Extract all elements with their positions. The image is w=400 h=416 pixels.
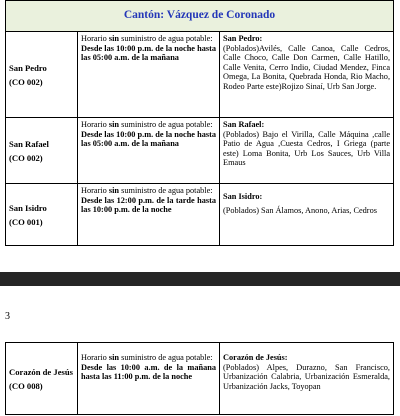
schedule-table-continued xyxy=(5,342,394,415)
schedule-label xyxy=(81,353,216,363)
place-code: (CO 001) xyxy=(9,216,43,227)
schedule-suffix: suministro de agua potable: xyxy=(119,186,213,195)
place-name: Corazón de Jesús xyxy=(9,366,73,377)
place-cell xyxy=(6,118,78,184)
table-row xyxy=(6,343,394,415)
canton-title: Cantón: Vázquez de Coronado xyxy=(6,1,394,32)
canton-header-row xyxy=(6,1,394,32)
schedule-sin: sin xyxy=(108,353,120,362)
area-cell xyxy=(220,32,394,118)
schedule-prefix: Horario xyxy=(81,120,109,129)
place-name: San Rafael xyxy=(9,138,49,149)
schedule-time: Desde las 10:00 p.m. de la noche hasta las 05:00 a.m. de la mañana xyxy=(81,129,216,149)
schedule-label xyxy=(81,186,216,196)
area-cell xyxy=(220,343,394,415)
schedule-sin: sin xyxy=(108,120,120,129)
place-name: San Pedro xyxy=(9,62,47,73)
schedule-cell xyxy=(78,184,220,246)
schedule-suffix: suministro de agua potable: xyxy=(119,353,213,362)
area-text: (Poblados)Avilés, Calle Canoa, Calle Cedros, Calle Choco, Calle Don Carmen, Calle Hatillo, Calle Venita, Cerro Indio, Ciudad Mendez, Finca Omega, La Bonita, Quebrada Honda, Rio Macho, Rodeo Parte este)Rojizo Sinaí, Urb San Jorge. xyxy=(223,43,391,91)
area-text: (Poblados) San Álamos, Anono, Arias, Cedros xyxy=(223,205,377,215)
schedule-time: Desde las 10:00 a.m. de la mañana hasta las 11:00 p.m. de la noche xyxy=(81,362,216,382)
place-code: (CO 002) xyxy=(9,152,43,163)
document-page-bottom xyxy=(0,286,400,416)
schedule-time: Desde las 12:00 p.m. de la tarde hasta las 10:00 p.m. de la noche xyxy=(81,195,216,215)
schedule-cell xyxy=(78,32,220,118)
schedule-prefix: Horario xyxy=(81,186,109,195)
place-code: (CO 008) xyxy=(9,380,43,391)
table-row xyxy=(6,184,394,246)
schedule-table xyxy=(5,0,394,246)
table-row xyxy=(6,32,394,118)
schedule-cell xyxy=(78,343,220,415)
schedule-cell xyxy=(78,118,220,184)
area-title: San Isidro: xyxy=(223,192,263,201)
area-cell xyxy=(220,118,394,184)
table-row xyxy=(6,118,394,184)
schedule-suffix: suministro de agua potable: xyxy=(119,120,213,129)
schedule-sin: sin xyxy=(108,34,120,43)
area-title: San Pedro: xyxy=(223,34,263,43)
page-number: 3 xyxy=(5,311,10,322)
schedule-prefix: Horario xyxy=(81,34,109,43)
area-text: (Poblados) Bajo el Virilla, Calle Máquina ,calle Patio de Agua ,Cuesta Cedros, I Griega (parte este) Loma Bonita, Urb Los Sauces, Urb Villa Emaus xyxy=(223,129,391,168)
area-title: San Rafael: xyxy=(223,120,265,129)
place-cell xyxy=(6,184,78,246)
page-separator xyxy=(0,272,400,286)
schedule-time: Desde las 10:00 p.m. de la noche hasta las 05:00 a.m. de la mañana xyxy=(81,43,216,63)
place-code: (CO 002) xyxy=(9,76,43,87)
schedule-label xyxy=(81,120,216,130)
area-title: Corazón de Jesús: xyxy=(223,353,288,362)
area-cell xyxy=(220,184,394,246)
place-name: San Isidro xyxy=(9,202,47,213)
schedule-sin: sin xyxy=(108,186,120,195)
schedule-label xyxy=(81,34,216,44)
schedule-prefix: Horario xyxy=(81,353,109,362)
place-cell xyxy=(6,343,78,415)
area-text: (Poblados) Alpes, Durazno, San Francisco, Urbanización Calabria, Urbanización Esmeralda, Urbanización Jacks, Toyopan xyxy=(223,362,390,391)
schedule-suffix: suministro de agua potable: xyxy=(119,34,213,43)
place-cell xyxy=(6,32,78,118)
